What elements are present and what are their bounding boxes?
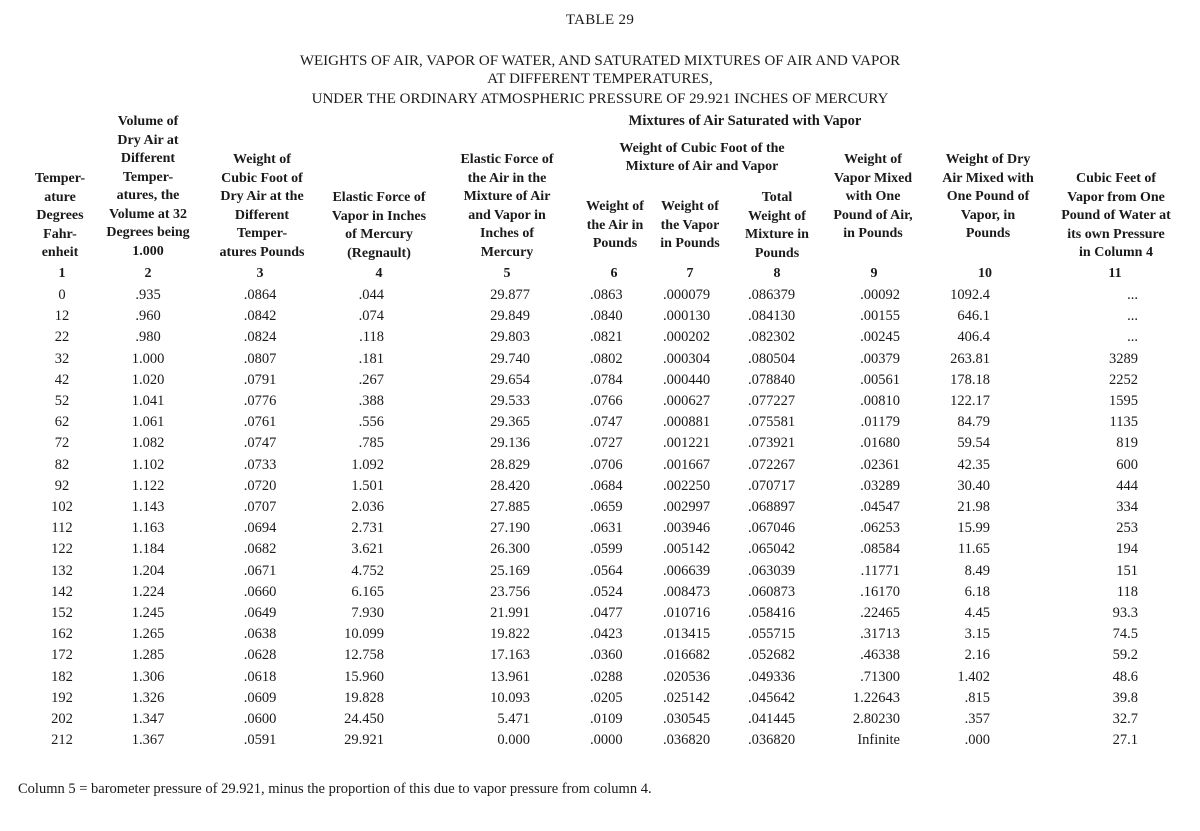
table-cell-col-10: 8.49 (964, 562, 990, 579)
table-cell-col-10: 6.18 (964, 583, 990, 600)
table-cell-col-9: .71300 (860, 668, 900, 685)
table-cell-col-4: 29.921 (344, 732, 384, 749)
table-cell-col-7: .001221 (663, 435, 711, 452)
table-cell-col-11: 48.6 (1112, 668, 1138, 685)
table-cell-col-3: .0776 (243, 393, 277, 409)
table-cell-col-4: 6.165 (351, 583, 384, 600)
table-cell-col-8: .082302 (748, 329, 796, 346)
header-col-5: Elastic Force of the Air in the Mixture of Air and Vapor in Inches of Mercury (460, 152, 554, 260)
table-cell-col-11: 151 (1116, 562, 1138, 579)
table-cell-col-9: .03289 (860, 477, 900, 494)
table-cell-col-5: 13.961 (490, 668, 530, 685)
table-cell-col-7: .016682 (663, 647, 711, 664)
table-cell-col-5: 27.190 (490, 520, 530, 537)
table-row (0, 605, 1200, 625)
table-cell-col-10: 4.45 (964, 605, 990, 621)
table-cell-col-8: .086379 (748, 287, 796, 303)
table-cell-col-8: .049336 (748, 668, 796, 685)
table-row (0, 520, 1200, 540)
header-col-11: Cubic Feet of Vapor from One Pound of Water at its own Pressure in Column 4 (1061, 171, 1171, 260)
table-cell-col-2: 1.367 (131, 732, 165, 749)
table-cell-col-10: .357 (964, 711, 990, 727)
table-cell-col-3: .0864 (243, 287, 277, 303)
header-col-9: Weight of Vapor Mixed with One Pound of Air, in Pounds (833, 152, 913, 241)
table-cell-col-11: 59.2 (1112, 647, 1138, 664)
table-cell-col-10: 15.99 (957, 520, 990, 537)
table-cell-col-11: 74.5 (1112, 626, 1138, 643)
table-cell-col-1: 212 (51, 732, 73, 749)
table-cell-col-2: 1.020 (131, 371, 165, 388)
table-cell-col-5: 21.991 (490, 605, 530, 621)
table-cell-col-8: .068897 (748, 499, 796, 515)
table-cell-col-8: .055715 (748, 626, 796, 643)
table-cell-col-4: 15.960 (344, 668, 384, 685)
column-number: 1 (58, 266, 66, 281)
table-cell-col-9: .00245 (860, 329, 900, 346)
table-cell-col-4: .556 (358, 414, 384, 431)
table-cell-col-5: 28.829 (490, 456, 530, 473)
table-row (0, 351, 1200, 371)
table-cell-col-2: 1.061 (131, 414, 165, 431)
table-cell-col-11: ... (1127, 329, 1138, 346)
table-cell-col-6: .0564 (590, 562, 623, 579)
table-row (0, 457, 1200, 477)
table-cell-col-3: .0682 (243, 541, 277, 558)
table-cell-col-5: 10.093 (490, 689, 530, 706)
table-cell-col-2: .935 (135, 287, 161, 303)
table-cell-col-9: 2.80230 (852, 711, 900, 727)
table-cell-col-2: .980 (135, 329, 161, 346)
table-cell-col-7: .002997 (663, 499, 711, 515)
table-cell-col-7: .025142 (663, 689, 711, 706)
table-cell-col-10: .815 (964, 689, 990, 706)
table-cell-col-1: 12 (54, 308, 70, 325)
table-cell-col-6: .0766 (590, 393, 623, 409)
table-cell-col-2: 1.306 (131, 668, 165, 685)
table-cell-col-7: .000881 (663, 414, 711, 431)
table-cell-col-11: 39.8 (1112, 689, 1138, 706)
table-cell-col-1: 112 (51, 520, 73, 537)
table-cell-col-10: 42.35 (957, 456, 990, 473)
table-cell-col-3: .0671 (243, 562, 277, 579)
table-cell-col-6: .0360 (590, 647, 623, 664)
table-cell-col-3: .0807 (243, 350, 277, 367)
table-cell-col-6: .0747 (590, 414, 623, 431)
table-cell-col-4: .181 (358, 350, 384, 367)
table-cell-col-11: 600 (1116, 456, 1138, 473)
table-cell-col-4: 2.036 (351, 499, 384, 515)
table-cell-col-8: .052682 (748, 647, 796, 664)
table-cell-col-4: 19.828 (344, 689, 384, 706)
table-cell-col-9: .22465 (860, 605, 900, 621)
table-cell-col-6: .0863 (590, 287, 623, 303)
title-line-1: WEIGHTS OF AIR, VAPOR OF WATER, AND SATURATED MIXTURES OF AIR AND VAPOR (299, 53, 901, 69)
table-cell-col-7: .006639 (663, 562, 711, 579)
table-cell-col-4: 2.731 (351, 520, 384, 537)
column-number: 8 (773, 266, 781, 281)
header-group-cubic-foot: Weight of Cubic Foot of the Mixture of Air and Vapor (619, 141, 785, 174)
table-cell-col-4: 1.501 (351, 477, 384, 494)
table-cell-col-4: 24.450 (344, 711, 384, 727)
table-cell-col-8: .080504 (748, 350, 796, 367)
table-cell-col-1: 162 (51, 626, 73, 643)
table-label: TABLE 29 (565, 12, 635, 28)
table-cell-col-10: .000 (964, 732, 990, 749)
table-cell-col-9: .00092 (860, 287, 900, 303)
column-number: 11 (1108, 266, 1122, 281)
table-cell-col-6: .0599 (590, 541, 623, 558)
table-cell-col-6: .0109 (590, 711, 623, 727)
table-cell-col-2: 1.245 (131, 605, 165, 621)
table-cell-col-6: .0784 (590, 371, 623, 388)
table-cell-col-1: 202 (51, 711, 73, 727)
table-cell-col-7: .002250 (663, 477, 711, 494)
table-row (0, 287, 1200, 307)
table-cell-col-6: .0205 (590, 689, 623, 706)
table-cell-col-7: .000627 (663, 393, 711, 409)
table-cell-col-10: 263.81 (950, 350, 990, 367)
table-cell-col-9: .00561 (860, 371, 900, 388)
table-cell-col-5: 29.803 (490, 329, 530, 346)
table-cell-col-7: .000304 (663, 350, 711, 367)
header-col-8: Total Weight of Mixture in Pounds (745, 190, 809, 261)
header-col-1: Temper- ature Degrees Fahr- enheit (34, 171, 86, 260)
table-cell-col-8: .072267 (748, 456, 796, 473)
table-cell-col-3: .0600 (243, 711, 277, 727)
table-cell-col-10: 1092.4 (950, 287, 990, 303)
table-row (0, 732, 1200, 752)
header-col-10: Weight of Dry Air Mixed with One Pound of Vapor, in Pounds (942, 152, 1034, 241)
table-cell-col-6: .0684 (590, 477, 623, 494)
table-cell-col-7: .005142 (663, 541, 711, 558)
table-cell-col-3: .0638 (243, 626, 277, 643)
column-number: 2 (144, 266, 152, 281)
table-cell-col-7: .036820 (663, 732, 711, 749)
title-line-3: UNDER THE ORDINARY ATMOSPHERIC PRESSURE OF 29.921 INCHES OF MERCURY (311, 91, 889, 107)
table-cell-col-7: .000440 (663, 371, 711, 388)
table-cell-col-4: 7.930 (351, 605, 384, 621)
table-cell-col-6: .0000 (590, 732, 623, 749)
table-cell-col-2: 1.143 (131, 499, 165, 515)
table-cell-col-9: .46338 (860, 647, 900, 664)
table-cell-col-2: 1.163 (131, 520, 165, 537)
table-cell-col-6: .0840 (590, 308, 623, 325)
header-col-3: Weight of Cubic Foot of Dry Air at the Different Temper- atures Pounds (219, 152, 305, 260)
table-cell-col-7: .010716 (663, 605, 711, 621)
table-cell-col-5: 5.471 (497, 711, 530, 727)
table-cell-col-1: 172 (51, 647, 73, 664)
table-cell-col-10: 30.40 (957, 477, 990, 494)
table-cell-col-11: 2252 (1109, 371, 1138, 388)
table-cell-col-5: 26.300 (490, 541, 530, 558)
table-cell-col-10: 2.16 (964, 647, 990, 664)
table-cell-col-8: .078840 (748, 371, 796, 388)
table-cell-col-2: 1.224 (131, 583, 165, 600)
table-cell-col-6: .0659 (590, 499, 623, 515)
table-cell-col-1: 122 (51, 541, 73, 558)
table-cell-col-7: .030545 (663, 711, 711, 727)
table-cell-col-11: 1135 (1109, 414, 1138, 431)
table-cell-col-11: 253 (1116, 520, 1138, 537)
table-cell-col-8: .036820 (748, 732, 796, 749)
table-cell-col-3: .0649 (243, 605, 277, 621)
table-cell-col-10: 84.79 (957, 414, 990, 431)
table-cell-col-10: 122.17 (950, 393, 990, 409)
table-cell-col-11: 334 (1116, 499, 1138, 515)
table-cell-col-1: 182 (51, 668, 73, 685)
column-number: 5 (503, 266, 511, 281)
table-cell-col-7: .000202 (663, 329, 711, 346)
table-cell-col-8: .073921 (748, 435, 796, 452)
table-cell-col-2: 1.265 (131, 626, 165, 643)
table-cell-col-5: 23.756 (490, 583, 530, 600)
table-cell-col-6: .0524 (590, 583, 623, 600)
table-row (0, 393, 1200, 413)
table-cell-col-2: 1.082 (131, 435, 165, 452)
table-cell-col-1: 62 (54, 414, 70, 431)
table-cell-col-7: .008473 (663, 583, 711, 600)
table-cell-col-9: .02361 (860, 456, 900, 473)
table-cell-col-1: 192 (51, 689, 73, 706)
table-cell-col-7: .003946 (663, 520, 711, 537)
table-row (0, 584, 1200, 604)
table-cell-col-2: 1.184 (131, 541, 165, 558)
header-group-mixtures: Mixtures of Air Saturated with Vapor (628, 113, 862, 129)
table-cell-col-4: .785 (358, 435, 384, 452)
table-cell-col-8: .077227 (748, 393, 796, 409)
table-cell-col-1: 22 (54, 329, 70, 346)
table-row (0, 711, 1200, 731)
table-cell-col-2: 1.102 (131, 456, 165, 473)
table-row (0, 329, 1200, 349)
table-row (0, 308, 1200, 328)
table-cell-col-11: 1595 (1109, 393, 1138, 409)
table-cell-col-5: 0.000 (497, 732, 530, 749)
column-number: 9 (870, 266, 878, 281)
table-cell-col-7: .020536 (663, 668, 711, 685)
table-cell-col-2: 1.347 (131, 711, 165, 727)
table-cell-col-10: 11.65 (957, 541, 990, 558)
table-cell-col-3: .0694 (243, 520, 277, 537)
table-cell-col-9: .01179 (860, 414, 900, 431)
table-cell-col-8: .058416 (748, 605, 796, 621)
table-cell-col-2: 1.204 (131, 562, 165, 579)
table-cell-col-4: .044 (358, 287, 384, 303)
title-line-2: AT DIFFERENT TEMPERATURES, (487, 71, 713, 87)
table-cell-col-9: Infinite (857, 732, 900, 749)
table-cell-col-11: ... (1127, 287, 1138, 303)
table-cell-col-2: .960 (135, 308, 161, 325)
table-cell-col-10: 59.54 (957, 435, 990, 452)
header-col-4: Elastic Force of Vapor in Inches of Mercury (Regnault) (331, 190, 427, 261)
table-cell-col-11: 27.1 (1112, 732, 1138, 749)
table-cell-col-3: .0720 (243, 477, 277, 494)
table-cell-col-8: .065042 (748, 541, 796, 558)
table-cell-col-1: 132 (51, 562, 73, 579)
column-number: 3 (256, 266, 264, 281)
table-cell-col-2: 1.122 (131, 477, 165, 494)
table-cell-col-1: 72 (54, 435, 70, 452)
table-cell-col-11: 93.3 (1112, 605, 1138, 621)
table-cell-col-1: 52 (54, 393, 70, 409)
table-cell-col-9: .31713 (860, 626, 900, 643)
table-cell-col-9: .16170 (860, 583, 900, 600)
table-cell-col-3: .0591 (243, 732, 277, 749)
table-cell-col-11: ... (1127, 308, 1138, 325)
table-cell-col-1: 142 (51, 583, 73, 600)
table-cell-col-1: 82 (54, 456, 70, 473)
table-cell-col-6: .0631 (590, 520, 623, 537)
table-cell-col-7: .000130 (663, 308, 711, 325)
table-cell-col-9: .00810 (860, 393, 900, 409)
table-cell-col-5: 29.533 (490, 393, 530, 409)
table-cell-col-2: 1.041 (131, 393, 165, 409)
table-cell-col-10: 1.402 (957, 668, 990, 685)
table-cell-col-3: .0761 (243, 414, 277, 431)
table-cell-col-5: 29.365 (490, 414, 530, 431)
table-cell-col-7: .013415 (663, 626, 711, 643)
table-cell-col-4: .074 (358, 308, 384, 325)
table-cell-col-4: 10.099 (344, 626, 384, 643)
table-cell-col-6: .0288 (590, 668, 623, 685)
table-cell-col-1: 92 (54, 477, 70, 494)
table-cell-col-4: .267 (358, 371, 384, 388)
table-cell-col-8: .045642 (748, 689, 796, 706)
table-cell-col-3: .0791 (243, 371, 277, 388)
table-cell-col-10: 21.98 (957, 499, 990, 515)
table-cell-col-1: 42 (54, 371, 70, 388)
table-cell-col-9: .06253 (860, 520, 900, 537)
table-cell-col-10: 178.18 (950, 371, 990, 388)
column-number: 10 (978, 266, 992, 281)
table-cell-col-2: 1.000 (131, 350, 165, 367)
table-cell-col-3: .0628 (243, 647, 277, 664)
table-cell-col-3: .0747 (243, 435, 277, 452)
table-cell-col-3: .0733 (243, 456, 277, 473)
table-cell-col-7: .000079 (663, 287, 711, 303)
table-cell-col-11: 32.7 (1112, 711, 1138, 727)
table-cell-col-4: 1.092 (351, 456, 384, 473)
table-cell-col-11: 118 (1116, 583, 1138, 600)
table-cell-col-5: 27.885 (490, 499, 530, 515)
table-row (0, 414, 1200, 434)
table-cell-col-3: .0618 (243, 668, 277, 685)
table-cell-col-5: 28.420 (490, 477, 530, 494)
table-cell-col-11: 3289 (1109, 350, 1138, 367)
table-cell-col-5: 29.849 (490, 308, 530, 325)
table-cell-col-5: 17.163 (490, 647, 530, 664)
table-cell-col-3: .0660 (243, 583, 277, 600)
table-cell-col-11: 444 (1116, 477, 1138, 494)
table-row (0, 499, 1200, 519)
table-row (0, 626, 1200, 646)
column-number: 4 (375, 266, 383, 281)
table-cell-col-6: .0423 (590, 626, 623, 643)
table-cell-col-10: 406.4 (957, 329, 990, 346)
table-cell-col-5: 29.877 (490, 287, 530, 303)
table-cell-col-4: 4.752 (351, 562, 384, 579)
table-cell-col-3: .0609 (243, 689, 277, 706)
table-cell-col-8: .084130 (748, 308, 796, 325)
table-cell-col-9: .00379 (860, 350, 900, 367)
table-row (0, 435, 1200, 455)
table-cell-col-9: .01680 (860, 435, 900, 452)
table-cell-col-5: 25.169 (490, 562, 530, 579)
table-cell-col-8: .063039 (748, 562, 796, 579)
column-number: 7 (686, 266, 694, 281)
table-row (0, 478, 1200, 498)
table-cell-col-2: 1.285 (131, 647, 165, 664)
table-row (0, 563, 1200, 583)
table-cell-col-4: 12.758 (344, 647, 384, 664)
table-cell-col-4: .118 (359, 329, 384, 346)
table-cell-col-8: .067046 (748, 520, 796, 537)
table-cell-col-11: 819 (1116, 435, 1138, 452)
table-cell-col-1: 152 (51, 605, 73, 621)
footnote: Column 5 = barometer pressure of 29.921, minus the proportion of this due to vapor pressure from column 4. (18, 781, 652, 797)
table-cell-col-3: .0707 (243, 499, 277, 515)
table-cell-col-1: 102 (51, 499, 73, 515)
table-cell-col-11: 194 (1116, 541, 1138, 558)
header-col-2: Volume of Dry Air at Different Temper- atures, the Volume at 32 Degrees being 1.000 (106, 114, 190, 259)
table-cell-col-9: 1.22643 (852, 689, 900, 706)
header-col-6: Weight of the Air in Pounds (586, 199, 644, 251)
table-row (0, 541, 1200, 561)
table-cell-col-1: 32 (54, 350, 70, 367)
table-cell-col-6: .0802 (590, 350, 623, 367)
table-cell-col-5: 29.740 (490, 350, 530, 367)
table-cell-col-5: 29.654 (490, 371, 530, 388)
table-cell-col-8: .060873 (748, 583, 796, 600)
table-cell-col-1: 0 (58, 287, 66, 303)
table-cell-col-5: 29.136 (490, 435, 530, 452)
table-cell-col-8: .041445 (748, 711, 796, 727)
table-row (0, 690, 1200, 710)
table-cell-col-6: .0727 (590, 435, 623, 452)
table-row (0, 647, 1200, 667)
table-row (0, 372, 1200, 392)
table-cell-col-4: 3.621 (351, 541, 384, 558)
table-row (0, 669, 1200, 689)
table-cell-col-5: 19.822 (490, 626, 530, 643)
table-cell-col-9: .00155 (860, 308, 900, 325)
table-cell-col-3: .0824 (243, 329, 277, 346)
column-number: 6 (610, 266, 618, 281)
table-cell-col-9: .11771 (860, 562, 900, 579)
table-cell-col-10: 646.1 (957, 308, 990, 325)
table-cell-col-8: .075581 (748, 414, 796, 431)
table-cell-col-7: .001667 (663, 456, 711, 473)
table-cell-col-3: .0842 (243, 308, 277, 325)
table-cell-col-4: .388 (358, 393, 384, 409)
table-cell-col-10: 3.15 (964, 626, 990, 643)
table-cell-col-8: .070717 (748, 477, 796, 494)
table-cell-col-6: .0706 (590, 456, 623, 473)
table-cell-col-2: 1.326 (131, 689, 165, 706)
table-cell-col-6: .0821 (590, 329, 623, 346)
table-cell-col-6: .0477 (590, 605, 623, 621)
header-col-7: Weight of the Vapor in Pounds (660, 199, 720, 251)
table-cell-col-9: .04547 (860, 499, 900, 515)
table-cell-col-9: .08584 (860, 541, 900, 558)
